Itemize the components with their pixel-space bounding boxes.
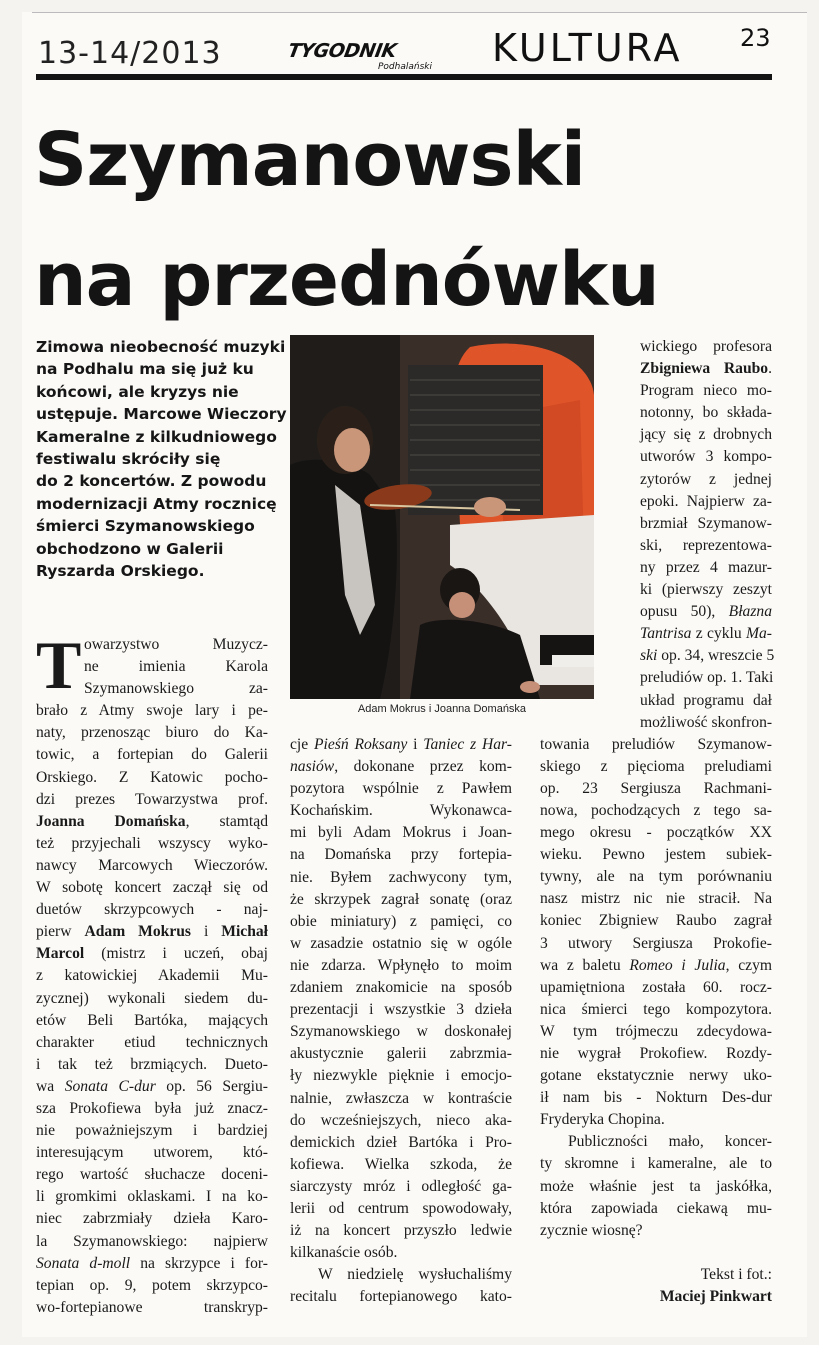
text-line: ki (pierwszy zeszyt xyxy=(640,581,772,599)
text-line: wickiego profesora xyxy=(640,338,772,355)
header-rule xyxy=(36,74,772,80)
text-line: wa z baletu Romeo i Julia, czym xyxy=(540,956,772,974)
text-line: nie. Byłem zachwycony tym, xyxy=(290,868,512,886)
text-line: w zasadzie ostatnio się w ogóle xyxy=(290,934,512,952)
text-line: etów Beli Bartóka, mających xyxy=(36,1011,268,1029)
text-line: nawcy Marcowych Wieczorów. xyxy=(36,856,268,874)
newspaper-logo xyxy=(288,40,438,78)
text-line: W sobotę koncert zaczął się od xyxy=(36,879,268,897)
text-line: op. 23 Sergiusza Rachmani- xyxy=(540,779,772,797)
text-line: pozytora wspólnie z Pawłem xyxy=(290,780,512,798)
text-line: Program nieco mo- xyxy=(640,382,772,400)
lead-line: Zimowa nieobecność muzyki xyxy=(36,338,286,356)
text-line: Sonata d-moll na skrzypce i for- xyxy=(36,1254,268,1272)
text-line: W tym trójmeczu zdecydowa- xyxy=(540,1022,772,1040)
lead-line: obchodzono w Galerii xyxy=(36,539,224,558)
text-line: Zbigniewa Raubo. xyxy=(640,360,772,378)
text-line: Orskiego. Z Katowic pocho- xyxy=(36,768,268,786)
text-line: 3 utwory Sergiusza Prokofie- xyxy=(540,934,772,952)
lead-line: Ryszarda Orskiego. xyxy=(36,562,205,581)
text-line: na Domańska przy fortepia- xyxy=(290,846,512,864)
lead-line: festiwalu skróciły się xyxy=(36,450,221,469)
text-line: lerii od centrum spowodowały, xyxy=(290,1199,512,1217)
photo-caption: Adam Mokrus i Joanna Domańska xyxy=(357,703,527,715)
text-line: zycznie wiosnę? xyxy=(540,1221,643,1239)
text-line: ski op. 34, wreszcie 5 xyxy=(640,647,775,665)
logo-sub: Podhalański xyxy=(378,62,432,72)
text-line: też przyjechali wszyscy wyko- xyxy=(36,834,268,852)
text-line: dzi prezes Towarzystwa prof. xyxy=(36,790,268,808)
text-line: nie poważniejszym i bardziej xyxy=(36,1122,268,1140)
text-line: W niedzielę wysłuchaliśmy xyxy=(318,1266,512,1284)
text-line: brzmiał Szymanow- xyxy=(640,514,772,532)
text-line: siarczysty mróz i odległość ga- xyxy=(290,1177,512,1195)
text-line: układ programu dał xyxy=(640,691,772,709)
text-line: recitalu fortepianowego kato- xyxy=(290,1288,512,1306)
text-line: notonny, bo składa- xyxy=(640,404,772,422)
article-column-1 xyxy=(36,627,269,1319)
text-line: epoki. Najpierw za- xyxy=(640,492,772,510)
text-line: może właśnie jest ta jaskółka, xyxy=(540,1177,772,1195)
text-line: Tantrisa z cyklu Ma- xyxy=(640,625,772,643)
text-line: opusu 50), Błazna xyxy=(640,603,772,621)
text-line: cje Pieśń Roksany i Taniec z Har- xyxy=(290,736,512,753)
title-line-1: Szymanowski xyxy=(34,117,586,203)
text-line: ty skromne i kameralne, ale to xyxy=(540,1155,772,1173)
top-border xyxy=(32,12,807,13)
text-line: preludiów op. 1. Taki xyxy=(640,669,774,687)
text-line: że skrzypek zagrał sonatę (oraz xyxy=(290,890,512,908)
text-line: ski, reprezentowa- xyxy=(640,536,772,554)
text-line: charakter etiud technicznych xyxy=(36,1033,268,1051)
text-line: Szymanowskiego w doskonałej xyxy=(290,1023,512,1041)
credit-author: Maciej Pinkwart xyxy=(659,1287,772,1305)
text-line: możliwość skonfron- xyxy=(640,713,773,731)
lead-line: do 2 koncertów. Z powodu xyxy=(36,472,267,491)
text-line: nie zdarza. Wpłynęło to moim xyxy=(290,956,512,974)
text-line: upamiętniona została 60. rocz- xyxy=(540,978,772,996)
text-line: która zapowiada ciekawą mu- xyxy=(540,1199,772,1217)
text-line: z katowickiej Akademii Mu- xyxy=(36,967,268,985)
title-line-2: na przednówku xyxy=(34,237,659,323)
text-line: mi byli Adam Mokrus i Joan- xyxy=(290,824,512,842)
lead-line: Kameralne z kilkudniowego xyxy=(36,427,277,446)
text-line: sza Prokofiewa była już znacz- xyxy=(36,1099,268,1117)
text-line: ny przez 4 mazur- xyxy=(640,558,772,576)
page-number: 23 xyxy=(740,24,771,52)
text-line: ił nam bis - Nokturn Des-dur xyxy=(540,1089,772,1107)
article-column-2 xyxy=(290,734,512,1308)
lead-line: modernizacji Atmy rocznicę xyxy=(36,494,277,513)
text-line: nica śmierci tego kompozytora. xyxy=(540,1000,772,1018)
text-line: ne imienia Karola xyxy=(84,658,268,676)
text-line: Szymanowskiego za- xyxy=(84,680,268,698)
text-line: nasz mistrz nic nie stracił. Na xyxy=(540,890,772,908)
text-line: li gromkimi oklaskami. I na ko- xyxy=(36,1188,268,1206)
text-line: zycznej) wykonali siedem du- xyxy=(36,989,268,1007)
text-line: wa Sonata C-dur op. 56 Sergiu- xyxy=(36,1077,268,1095)
text-line: demickich dzieł Bartóka i Pro- xyxy=(290,1133,512,1151)
issue-date: 13-14/2013 xyxy=(38,36,222,71)
lead-line: na Podhalu ma się już ku xyxy=(36,360,254,379)
text-line: utworów 3 kompo- xyxy=(640,448,772,466)
article-title xyxy=(34,100,774,340)
text-line: towic, a fortepian do Galerii xyxy=(36,746,268,764)
text-line: nasiów, dokonane przez kom- xyxy=(290,758,512,776)
text-line: Publiczności mało, koncer- xyxy=(568,1133,772,1151)
drop-cap: T xyxy=(36,627,82,703)
section-name: KULTURA xyxy=(492,26,683,70)
text-line: nie wygrał Prokofiew. Rozdy- xyxy=(540,1045,772,1062)
text-line: Joanna Domańska, stamtąd xyxy=(36,812,268,830)
text-line: pierw Adam Mokrus i Michał xyxy=(36,923,269,941)
text-line: wieku. Pewno jestem subiek- xyxy=(540,846,772,864)
text-line: iż na koncert przyszło ledwie xyxy=(290,1222,512,1240)
text-line: niec zabrzmiały dzieła Karo- xyxy=(36,1210,268,1228)
text-line: rego wartość słuchacze doceni- xyxy=(36,1166,268,1184)
text-line: la Szymanowskiego: najpierw xyxy=(36,1232,268,1250)
text-line: obie miniatury) z pamięci, co xyxy=(290,912,512,930)
text-line: gotane ekstatycznie nerwy uko- xyxy=(540,1067,772,1085)
text-line: prezentacji i wszystkie 3 dzieła xyxy=(290,1001,512,1019)
text-line: ły niezwykle pięknie i emocjo- xyxy=(290,1067,512,1085)
text-line: zytorów z jednej xyxy=(640,470,772,488)
text-line: Fryderyka Chopina. xyxy=(540,1111,665,1129)
article-column-3 xyxy=(540,336,775,1308)
text-line: kofiewa. Wielka szkoda, że xyxy=(290,1155,512,1173)
text-line: do wcześniejszych, nieco aka- xyxy=(290,1111,512,1129)
text-line: akustycznie galerii zabrzmia- xyxy=(290,1045,512,1063)
text-line: zdaniem znakomicie na sposób xyxy=(290,979,512,997)
text-line: skiego z pięcioma preludiami xyxy=(540,757,772,775)
text-line: brało z Atmy swoje lary i pe- xyxy=(36,702,268,720)
text-line: i tak też brzmiących. Dueto- xyxy=(36,1055,268,1073)
text-line: nowa, pochodzących z tego sa- xyxy=(540,801,772,819)
text-line: owarzystwo Muzycz- xyxy=(84,636,268,653)
text-line: mego okresu - początków XX xyxy=(540,824,772,842)
text-line: kilkanaście osób. xyxy=(290,1244,398,1262)
text-line: duetów skrzypcowych - naj- xyxy=(36,901,268,919)
text-line: wo-fortepianowe transkryp- xyxy=(36,1298,268,1316)
text-line: Kochańskim. Wykonawca- xyxy=(290,802,512,820)
article-lead xyxy=(36,336,287,582)
text-line: jący się z drobnych xyxy=(640,426,772,444)
lead-line: ustępuje. Marcowe Wieczory xyxy=(36,405,287,424)
text-line: naty, przenosząc biuro do Ka- xyxy=(36,724,268,742)
lead-line: końcowi, ale kryzys nie xyxy=(36,382,239,401)
text-line: nalnie, zwłaszcza w kontraście xyxy=(290,1089,512,1107)
text-line: tepian op. 9, potem skrzypco- xyxy=(36,1276,268,1294)
text-line: Marcol (mistrz i uczeń, obaj xyxy=(36,945,268,963)
text-line: tywny, ale na tym porównaniu xyxy=(540,868,772,886)
text-line: koniec Zbigniew Raubo zagrał xyxy=(540,912,772,930)
name-domanska: Joanna Domańska xyxy=(36,812,186,830)
text-line: towania preludiów Szymanow- xyxy=(540,735,772,753)
credit-label: Tekst i fot.: xyxy=(700,1265,772,1283)
logo-main: TYGODNIK xyxy=(286,40,398,62)
text-line: interesującym utworem, któ- xyxy=(36,1144,268,1162)
lead-line: śmierci Szymanowskiego xyxy=(36,517,255,536)
